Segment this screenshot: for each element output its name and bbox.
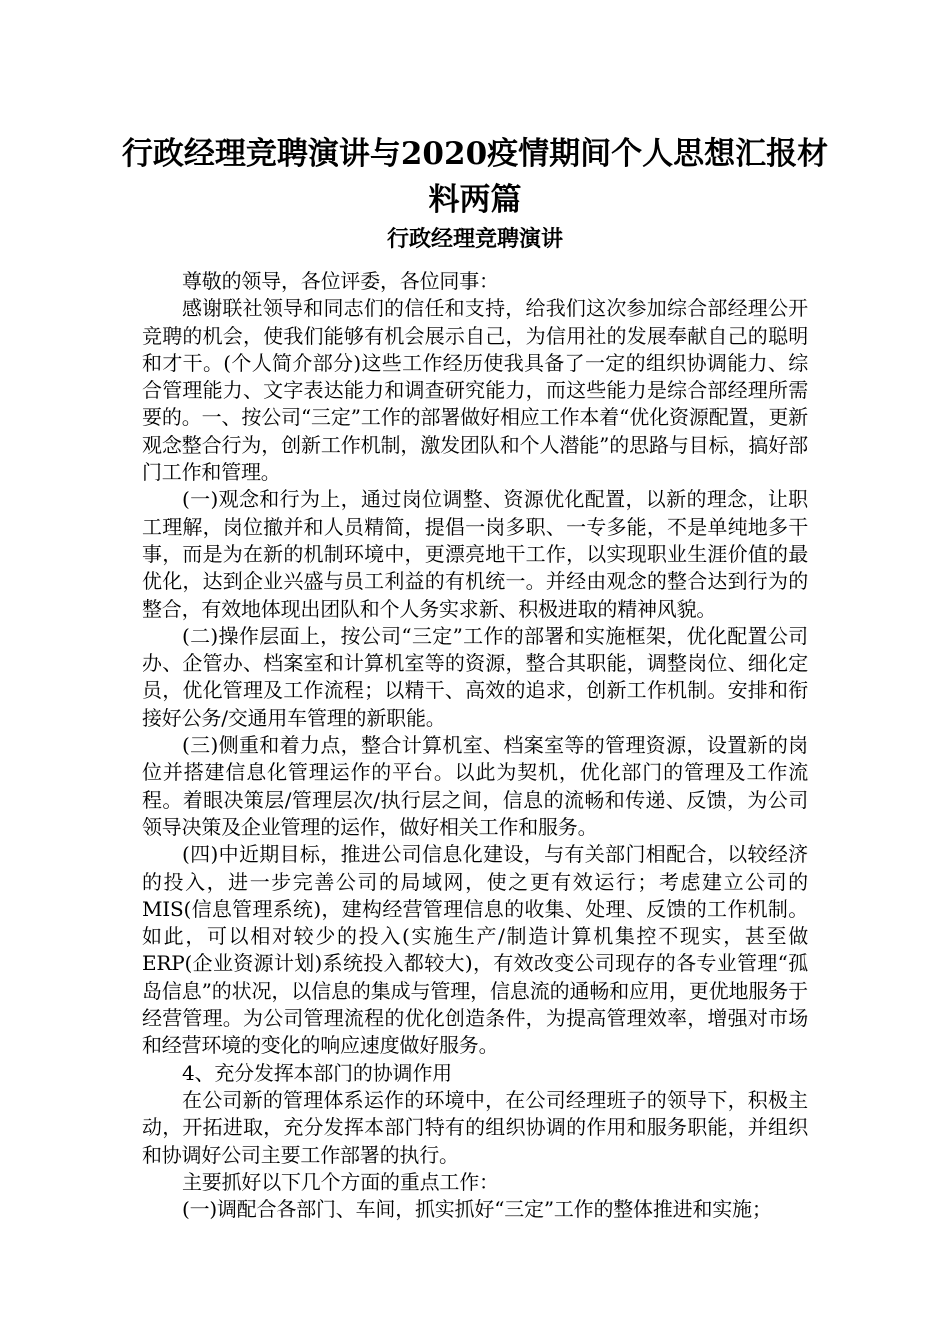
paragraph-item-1: (一)观念和行为上，通过岗位调整、资源优化配置，以新的理念，让职工理解，岗位撤并和人员精简，提倡一岗多职、一专多能，不是单纯地多干事，而是为在新的机制环境中，更漂亮地干工作，以实现职业生涯价值的最优化，达到企业兴盛与员工利益的有机统一。并经由观念的整合达到行为的整合，有效地体现出团队和个人务实求新、积极进取的精神风貌。 [142,487,808,621]
paragraph-item-3: (三)侧重和着力点，整合计算机室、档案室等的管理资源，设置新的岗位并搭建信息化管理运作的平台。以此为契机，优化部门的管理及工作流程。着眼决策层/管理层次/执行层之间，信息的流畅和传递、反馈，为公司领导决策及企业管理的运作，做好相关工作和服务。 [142,733,808,839]
paragraph-key-tasks: 主要抓好以下几个方面的重点工作： [182,1169,499,1194]
paragraph-salutation: 尊敬的领导，各位评委，各位同事： [182,269,499,293]
document-body [142,268,808,1223]
section-heading: 行政经理竞聘演讲 [386,226,563,252]
paragraph-section-4-heading: 4、充分发挥本部门的协调作用 [182,1060,452,1085]
paragraph-introduction: 感谢联社领导和同志们的信任和支持，给我们这次参加综合部经理公开竞聘的机会，使我们能够有机会展示自己，为信用社的发展奉献自己的聪明和才干。(个人简介部分)这些工作经历使我具备了一定的组织协调能力、综合管理能力、文字表达能力和调查研究能力，而这些能力是综合部经理所需要的。一、按公司“三定”工作的部署做好相应工作本着“优化资源配置，更新观念整合行为，创新工作机制，激发团队和个人潜能”的思路与目标，搞好部门工作和管理。 [142,296,808,485]
paragraph-task-1: (一)调配合各部门、车间，抓实抓好“三定”工作的整体推进和实施； [182,1197,772,1222]
paragraph-item-2: (二)操作层面上，按公司“三定”工作的部署和实施框架，优化配置公司办、企管办、档案室和计算机室等的资源，整合其职能，调整岗位、细化定员，优化管理及工作流程；以精干、高效的追求，创新工作机制。安排和衔接好公务/交通用车管理的新职能。 [142,623,808,730]
paragraph-item-4: (四)中近期目标，推进公司信息化建设，与有关部门相配合，以较经济的投入，进一步完善公司的局域网，使之更有效运行；考虑建立公司的MIS(信息管理系统)，建构经营管理信息的收集、处理、反馈的工作机制。如此，可以相对较少的投入(实施生产/制造计算机集控不现实，甚至做ERP(企业资源计划)系统投入都较大)，有效改变公司现存的各专业管理“孤岛信息”的状况，以信息的集成与管理，信息流的通畅和应用，更优地服务于经营管理。为公司管理流程的优化创造条件，为提高管理效率，增强对市场和经营环境的变化的响应速度做好服务。 [142,842,808,1058]
paragraph-section-4-body: 在公司新的管理体系运作的环境中，在公司经理班子的领导下，积极主动，开拓进取，充分发挥本部门特有的组织协调的作用和服务职能，并组织和协调好公司主要工作部署的执行。 [142,1087,808,1167]
document-title-line-1: 行政经理竞聘演讲与2020疫情期间个人思想汇报材 [121,136,829,172]
document-title-line-2: 料两篇 [428,182,522,218]
